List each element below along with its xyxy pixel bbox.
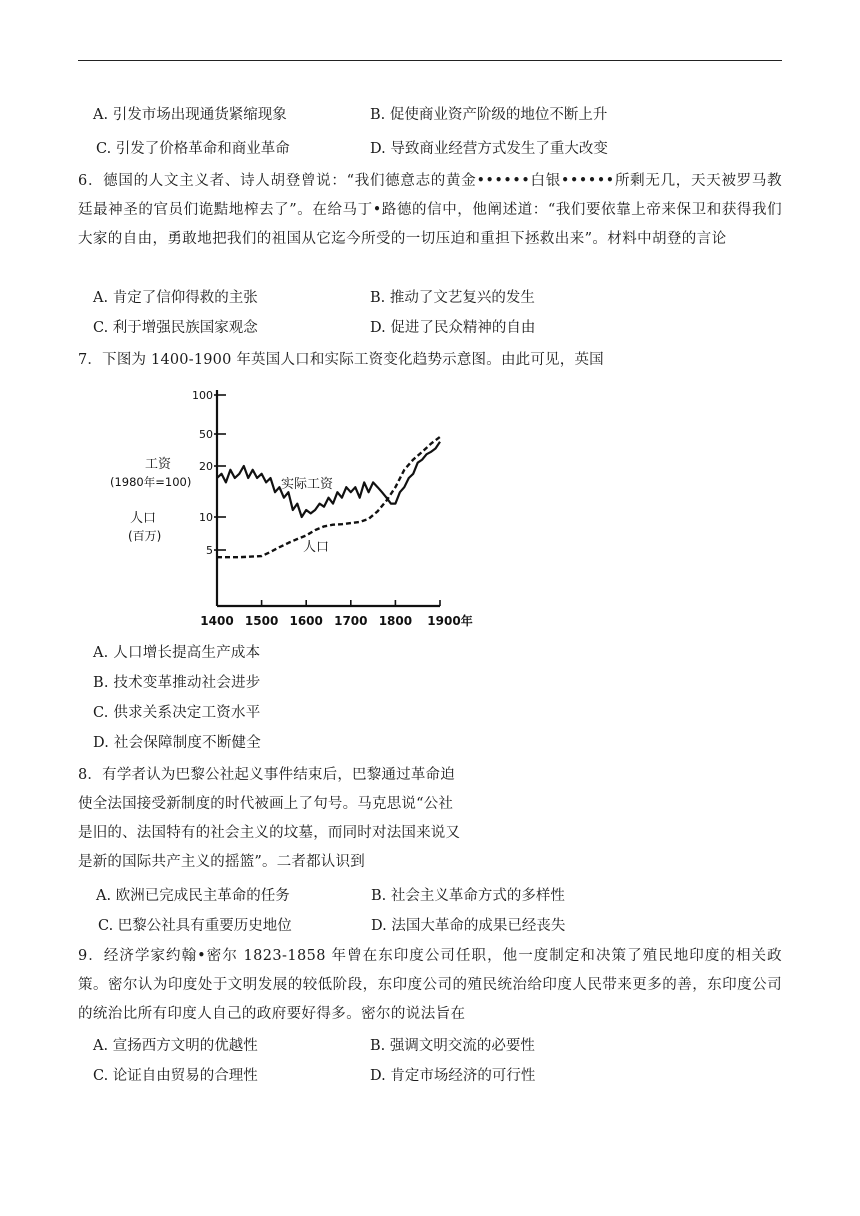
q5-option-c[interactable]: C. 引发了价格革命和商业革命 (96, 141, 290, 157)
q6-option-b[interactable]: B. 推动了文艺复兴的发生 (370, 290, 535, 306)
x-tick-label: 1600 (289, 614, 323, 628)
q9-stem: 9．经济学家约翰•密尔 1823-1858 年曾在东印度公司任职，他一度制定和决策了殖民地印度的相关政策。密尔认为印度处于文明发展的较低阶段，东印度公司的殖民统治给印度人民带来更多的善，东印度公司的统治比所有印度人自己的政府要好得多。密尔的说法旨在 (78, 948, 782, 1022)
population-axis-unit: (百万) (128, 529, 162, 543)
wage-axis-title: 工资 (145, 457, 172, 472)
y-tick-label: 20 (199, 460, 213, 473)
q6-option-c[interactable]: C. 利于增强民族国家观念 (93, 320, 258, 336)
x-tick-label: 1700 (334, 614, 368, 628)
q6-option-d[interactable]: D. 促进了民众精神的自由 (370, 320, 536, 336)
q7-option-c[interactable]: C. 供求关系决定工资水平 (93, 705, 261, 721)
y-tick-label: 10 (199, 511, 213, 524)
x-tick-label: 1800 (378, 614, 413, 628)
q6-stem: 6．德国的人文主义者、诗人胡登曾说：“我们德意志的黄金••••••白银••••••所剩无几，天天被罗马教廷最神圣的官员们诡黠地榨去了”。在给马丁•路德的信中，他阐述道：“我们要依靠上帝来保卫和获得我们大家的自由，勇敢地把我们的祖国从它迄今所受的一切压迫和重担下拯救出来”。材料中胡登的言论 (78, 173, 782, 247)
q8-stem-line-2: 使全法国接受新制度的时代被画上了句号。马克思说“公社 (78, 796, 454, 812)
x-tick-label: 1500 (244, 614, 279, 628)
q6-option-a[interactable]: A. 肯定了信仰得救的主张 (93, 290, 258, 306)
x-tick-label: 1900年 (427, 614, 473, 628)
q5-option-a[interactable]: A. 引发市场出现通货紧缩现象 (93, 107, 287, 123)
q5-option-d[interactable]: D. 导致商业经营方式发生了重大改变 (370, 141, 608, 157)
q9-option-a[interactable]: A. 宣扬西方文明的优越性 (93, 1038, 258, 1054)
q8-option-d[interactable]: D. 法国大革命的成果已经丧失 (371, 918, 566, 934)
header-rule (78, 60, 782, 61)
y-tick-label: 5 (206, 544, 213, 557)
chart-ticks (192, 389, 473, 628)
y-tick-label: 50 (199, 428, 213, 441)
x-tick-label: 1400 (200, 614, 234, 628)
q8-stem-line-4: 是新的国际共产主义的摇篮”。二者都认识到 (78, 854, 365, 870)
q8-stem-line-3: 是旧的、法国特有的社会主义的坟墓，而同时对法国来说又 (78, 825, 461, 841)
population-series-label: 人口 (303, 540, 330, 555)
chart-labels (110, 456, 334, 555)
q8-option-a[interactable]: A. 欧洲已完成民主革命的任务 (96, 888, 290, 904)
q7-option-a[interactable]: A. 人口增长提高生产成本 (93, 645, 261, 661)
q7-stem: 7．下图为 1400-1900 年英国人口和实际工资变化趋势示意图。由此可见，英国 (78, 352, 604, 368)
population-axis-title: 人口 (130, 511, 157, 526)
population-wage-chart (100, 378, 480, 636)
q9-option-d[interactable]: D. 肯定市场经济的可行性 (370, 1068, 536, 1084)
q7-option-b[interactable]: B. 技术变革推动社会进步 (93, 675, 261, 691)
real-wage-series-label: 实际工资 (281, 477, 334, 492)
q8-stem-line-1: 8．有学者认为巴黎公社起义事件结束后，巴黎通过革命迫 (78, 767, 455, 783)
q9-option-c[interactable]: C. 论证自由贸易的合理性 (93, 1068, 258, 1084)
y-tick-label: 100 (192, 389, 213, 402)
q8-option-c[interactable]: C. 巴黎公社具有重要历史地位 (98, 918, 292, 934)
q7-option-d[interactable]: D. 社会保障制度不断健全 (93, 735, 261, 751)
q5-option-b[interactable]: B. 促使商业资产阶级的地位不断上升 (370, 107, 608, 123)
q8-option-b[interactable]: B. 社会主义革命方式的多样性 (371, 888, 565, 904)
q9-option-b[interactable]: B. 强调文明交流的必要性 (370, 1038, 535, 1054)
wage-axis-unit: (1980年=100) (110, 475, 192, 489)
